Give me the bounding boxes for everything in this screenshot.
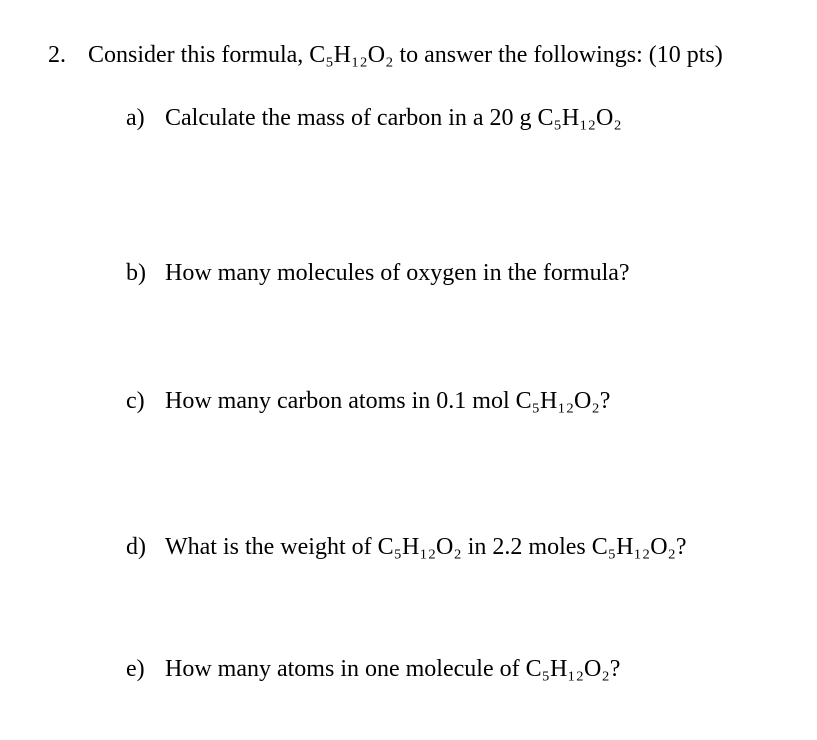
part-label: e) bbox=[126, 656, 145, 682]
part-label: d) bbox=[126, 534, 146, 560]
part-text: How many carbon atoms in 0.1 mol C₅H₁₂O₂? bbox=[165, 388, 611, 414]
part-text: What is the weight of C₅H₁₂O₂ in 2.2 moles C₅H₁₂O₂? bbox=[165, 534, 687, 560]
part-d bbox=[126, 535, 687, 559]
part-b bbox=[126, 261, 630, 285]
part-label: a) bbox=[126, 105, 145, 131]
part-a bbox=[126, 106, 622, 130]
part-text: Calculate the mass of carbon in a 20 g C₅H₁₂O₂ bbox=[165, 105, 622, 131]
question-2 bbox=[48, 43, 723, 67]
part-label: b) bbox=[126, 260, 146, 286]
part-c bbox=[126, 389, 610, 413]
question-number: 2. bbox=[48, 42, 66, 68]
part-e bbox=[126, 657, 620, 681]
part-text: How many molecules of oxygen in the formula? bbox=[165, 260, 630, 286]
part-text: How many atoms in one molecule of C₅H₁₂O₂? bbox=[165, 656, 621, 682]
part-label: c) bbox=[126, 388, 145, 414]
question-text: Consider this formula, C₅H₁₂O₂ to answer the followings: (10 pts) bbox=[88, 42, 723, 68]
